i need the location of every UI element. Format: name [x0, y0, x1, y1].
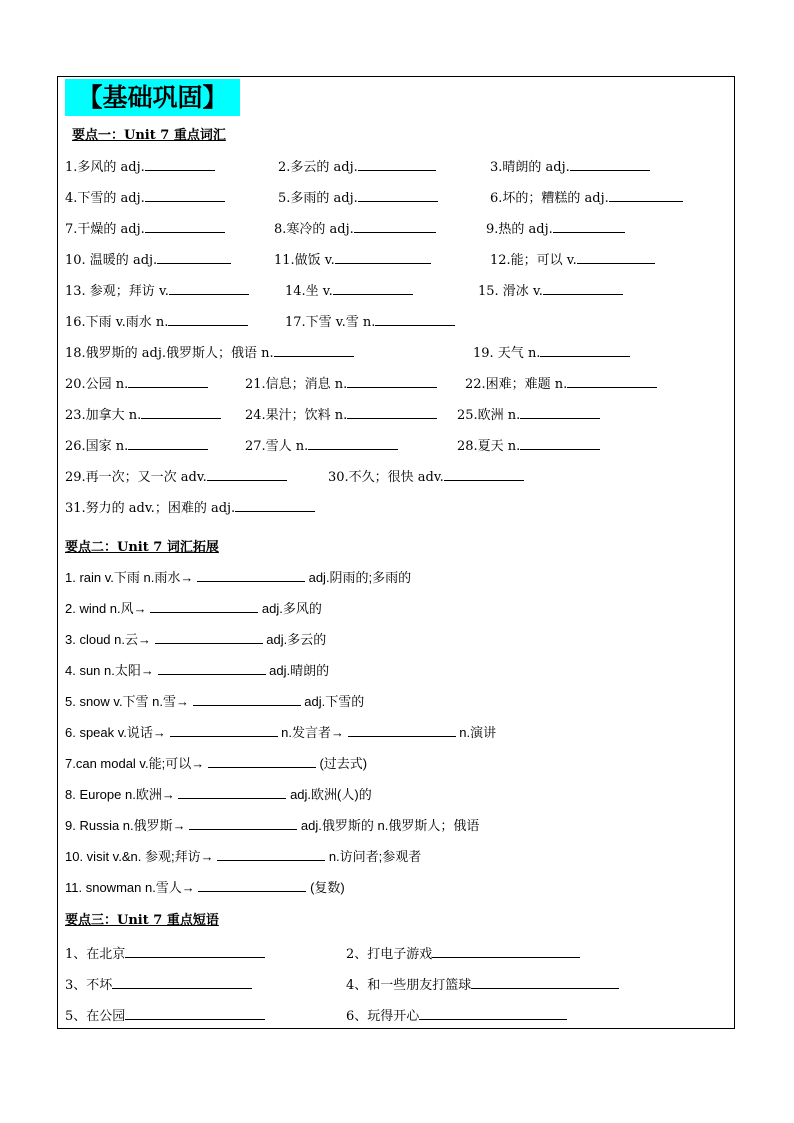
answer-blank[interactable] — [543, 281, 623, 295]
vocab-item — [65, 374, 208, 395]
phrase-prompt: 3、不坏 — [65, 978, 113, 993]
vocab-item — [490, 188, 683, 209]
vocab-item — [65, 436, 208, 457]
vocab-item — [65, 405, 221, 426]
vocab-prompt: 1.多风的 adj. — [65, 160, 145, 175]
vocab-prompt: 17.下雪 v.雪 n. — [285, 315, 376, 330]
expansion-text: 8. Europe n.欧洲→ — [65, 787, 175, 802]
answer-blank[interactable] — [347, 405, 437, 419]
expansion-item — [65, 785, 372, 805]
answer-blank[interactable] — [375, 312, 455, 326]
vocab-item — [65, 157, 215, 178]
answer-blank[interactable] — [520, 436, 600, 450]
answer-blank[interactable] — [520, 405, 600, 419]
vocab-prompt: 15. 滑冰 v. — [478, 284, 543, 299]
expansion-text: n.演讲 — [459, 725, 497, 740]
answer-blank[interactable] — [274, 343, 354, 357]
vocab-prompt: 23.加拿大 n. — [65, 408, 142, 423]
vocab-item — [328, 467, 524, 488]
expansion-text: 4. sun n.太阳→ — [65, 663, 154, 678]
answer-blank[interactable] — [358, 188, 438, 202]
expansion-item — [65, 816, 479, 836]
vocab-item — [473, 343, 630, 364]
phrase-prompt: 4、和一些朋友打篮球 — [346, 978, 472, 993]
expansion-text: 6. speak v.说话→ — [65, 725, 166, 740]
vocab-prompt: 2.多云的 adj. — [278, 160, 358, 175]
vocab-item — [245, 436, 398, 457]
expansion-text: (复数) — [310, 880, 345, 895]
vocab-item — [245, 405, 437, 426]
answer-blank[interactable] — [419, 1006, 567, 1020]
answer-blank[interactable] — [145, 219, 225, 233]
phrase-prompt: 5、在公园 — [65, 1009, 126, 1024]
answer-blank[interactable] — [207, 467, 287, 481]
vocab-prompt: 29.再一次；又一次 adv. — [65, 470, 207, 485]
answer-blank[interactable] — [141, 405, 221, 419]
vocab-prompt: 28.夏天 n. — [457, 439, 521, 454]
vocab-prompt: 6.坏的；糟糕的 adj. — [490, 191, 609, 206]
vocab-item — [65, 250, 231, 271]
expansion-text: (过去式) — [319, 756, 368, 771]
expansion-text: n.访问者;参观者 — [328, 849, 422, 864]
vocab-prompt: 5.多雨的 adj. — [278, 191, 358, 206]
answer-blank[interactable] — [354, 219, 436, 233]
answer-blank[interactable] — [347, 374, 437, 388]
answer-blank[interactable] — [155, 630, 263, 644]
answer-blank[interactable] — [128, 374, 208, 388]
vocab-prompt: 22.困难；难题 n. — [465, 377, 568, 392]
expansion-text: adj.阴雨的;多雨的 — [308, 570, 412, 585]
vocab-item — [457, 436, 600, 457]
vocab-item — [65, 312, 248, 333]
answer-blank[interactable] — [169, 281, 249, 295]
answer-blank[interactable] — [197, 568, 305, 582]
vocab-item — [65, 467, 287, 488]
answer-blank[interactable] — [333, 281, 413, 295]
vocab-prompt: 12.能；可以 v. — [490, 253, 577, 268]
vocab-prompt: 18.俄罗斯的 adj.俄罗斯人；俄语 n. — [65, 346, 274, 361]
answer-blank[interactable] — [471, 975, 619, 989]
expansion-text: adj.俄罗斯的 n.俄罗斯人；俄语 — [300, 818, 480, 833]
answer-blank[interactable] — [235, 498, 315, 512]
vocab-prompt: 16.下雨 v.雨水 n. — [65, 315, 169, 330]
expansion-text: 2. wind n.风→ — [65, 601, 147, 616]
expansion-item — [65, 847, 421, 867]
expansion-text: 3. cloud n.云→ — [65, 632, 151, 647]
vocab-item — [285, 312, 455, 333]
vocab-item — [65, 188, 225, 209]
answer-blank[interactable] — [193, 692, 301, 706]
answer-blank[interactable] — [145, 157, 215, 171]
vocab-item — [490, 157, 650, 178]
answer-blank[interactable] — [567, 374, 657, 388]
vocab-prompt: 14.坐 v. — [285, 284, 333, 299]
vocab-item — [65, 281, 249, 302]
vocab-prompt: 11.做饭 v. — [274, 253, 335, 268]
vocab-item — [490, 250, 655, 271]
answer-blank[interactable] — [128, 436, 208, 450]
expansion-text: adj.欧洲(人)的 — [290, 787, 372, 802]
vocab-item — [285, 281, 413, 302]
vocab-prompt: 31.努力的 adv.；困难的 adj. — [65, 501, 236, 516]
expansion-item — [65, 723, 496, 743]
expansion-text: adj.下雪的 — [304, 694, 365, 709]
vocab-prompt: 27.雪人 n. — [245, 439, 309, 454]
vocab-item — [274, 250, 431, 271]
answer-blank[interactable] — [125, 944, 265, 958]
answer-blank[interactable] — [157, 250, 231, 264]
answer-blank[interactable] — [444, 467, 524, 481]
vocab-prompt: 30.不久；很快 adv. — [328, 470, 444, 485]
expansion-text: 11. snowman n.雪人→ — [65, 880, 195, 895]
answer-blank[interactable] — [217, 847, 325, 861]
phrase-item — [346, 1006, 567, 1027]
vocab-item — [65, 498, 315, 519]
expansion-item — [65, 754, 367, 774]
answer-blank[interactable] — [189, 816, 297, 830]
vocab-prompt: 24.果汁；饮料 n. — [245, 408, 348, 423]
expansion-item — [65, 599, 322, 619]
answer-blank[interactable] — [112, 975, 252, 989]
answer-blank[interactable] — [308, 436, 398, 450]
phrase-prompt: 6、玩得开心 — [346, 1009, 420, 1024]
phrase-prompt: 1、在北京 — [65, 947, 126, 962]
phrase-item — [65, 944, 265, 965]
answer-blank[interactable] — [577, 250, 655, 264]
answer-blank[interactable] — [609, 188, 683, 202]
vocab-prompt: 3.晴朗的 adj. — [490, 160, 570, 175]
expansion-text: 7.can modal v.能;可以→ — [65, 756, 205, 771]
vocab-item — [278, 157, 436, 178]
vocab-item — [457, 405, 600, 426]
answer-blank[interactable] — [553, 219, 625, 233]
expansion-text: 5. snow v.下雪 n.雪→ — [65, 694, 190, 709]
page-title: 【基础巩固】 — [65, 79, 240, 116]
vocab-prompt: 7.干燥的 adj. — [65, 222, 145, 237]
expansion-text: adj.多风的 — [261, 601, 322, 616]
expansion-item — [65, 661, 329, 681]
answer-blank[interactable] — [358, 157, 436, 171]
answer-blank[interactable] — [570, 157, 650, 171]
vocab-prompt: 8.寒冷的 adj. — [274, 222, 354, 237]
answer-blank[interactable] — [348, 723, 456, 737]
expansion-text: 10. visit v.&n. 参观;拜访→ — [65, 849, 214, 864]
expansion-item — [65, 630, 326, 650]
answer-blank[interactable] — [198, 878, 306, 892]
phrase-prompt: 2、打电子游戏 — [346, 947, 433, 962]
vocab-prompt: 19. 天气 n. — [473, 346, 541, 361]
answer-blank[interactable] — [150, 599, 258, 613]
answer-blank[interactable] — [208, 754, 316, 768]
vocab-item — [486, 219, 625, 240]
phrase-item — [65, 1006, 265, 1027]
phrase-item — [346, 975, 619, 996]
phrase-item — [346, 944, 580, 965]
vocab-prompt: 4.下雪的 adj. — [65, 191, 145, 206]
answer-blank[interactable] — [540, 343, 630, 357]
vocab-item — [65, 343, 354, 364]
answer-blank[interactable] — [432, 944, 580, 958]
section-heading: 要点一：Unit 7 重点词汇 — [72, 128, 226, 143]
vocab-prompt: 21.信息；消息 n. — [245, 377, 348, 392]
vocab-item — [65, 219, 225, 240]
answer-blank[interactable] — [168, 312, 248, 326]
vocab-prompt: 25.欧洲 n. — [457, 408, 521, 423]
vocab-prompt: 13. 参观；拜访 v. — [65, 284, 169, 299]
expansion-text: 1. rain v.下雨 n.雨水→ — [65, 570, 194, 585]
vocab-prompt: 9.热的 adj. — [486, 222, 553, 237]
expansion-text: adj.晴朗的 — [269, 663, 330, 678]
answer-blank[interactable] — [125, 1006, 265, 1020]
expansion-text: 9. Russia n.俄罗斯→ — [65, 818, 186, 833]
expansion-text: n.发言者→ — [281, 725, 344, 740]
answer-blank[interactable] — [158, 661, 266, 675]
answer-blank[interactable] — [170, 723, 278, 737]
vocab-item — [478, 281, 623, 302]
vocab-prompt: 26.国家 n. — [65, 439, 129, 454]
expansion-item — [65, 692, 364, 712]
answer-blank[interactable] — [145, 188, 225, 202]
expansion-item — [65, 878, 345, 898]
vocab-item — [245, 374, 437, 395]
vocab-item — [278, 188, 438, 209]
answer-blank[interactable] — [335, 250, 431, 264]
section-heading: 要点二：Unit 7 词汇拓展 — [65, 540, 219, 555]
vocab-prompt: 20.公园 n. — [65, 377, 129, 392]
vocab-item — [465, 374, 657, 395]
phrase-item — [65, 975, 252, 996]
expansion-text: adj.多云的 — [266, 632, 327, 647]
vocab-item — [274, 219, 436, 240]
expansion-item — [65, 568, 411, 588]
vocab-prompt: 10. 温暖的 adj. — [65, 253, 158, 268]
section-heading: 要点三：Unit 7 重点短语 — [65, 913, 219, 928]
answer-blank[interactable] — [178, 785, 286, 799]
